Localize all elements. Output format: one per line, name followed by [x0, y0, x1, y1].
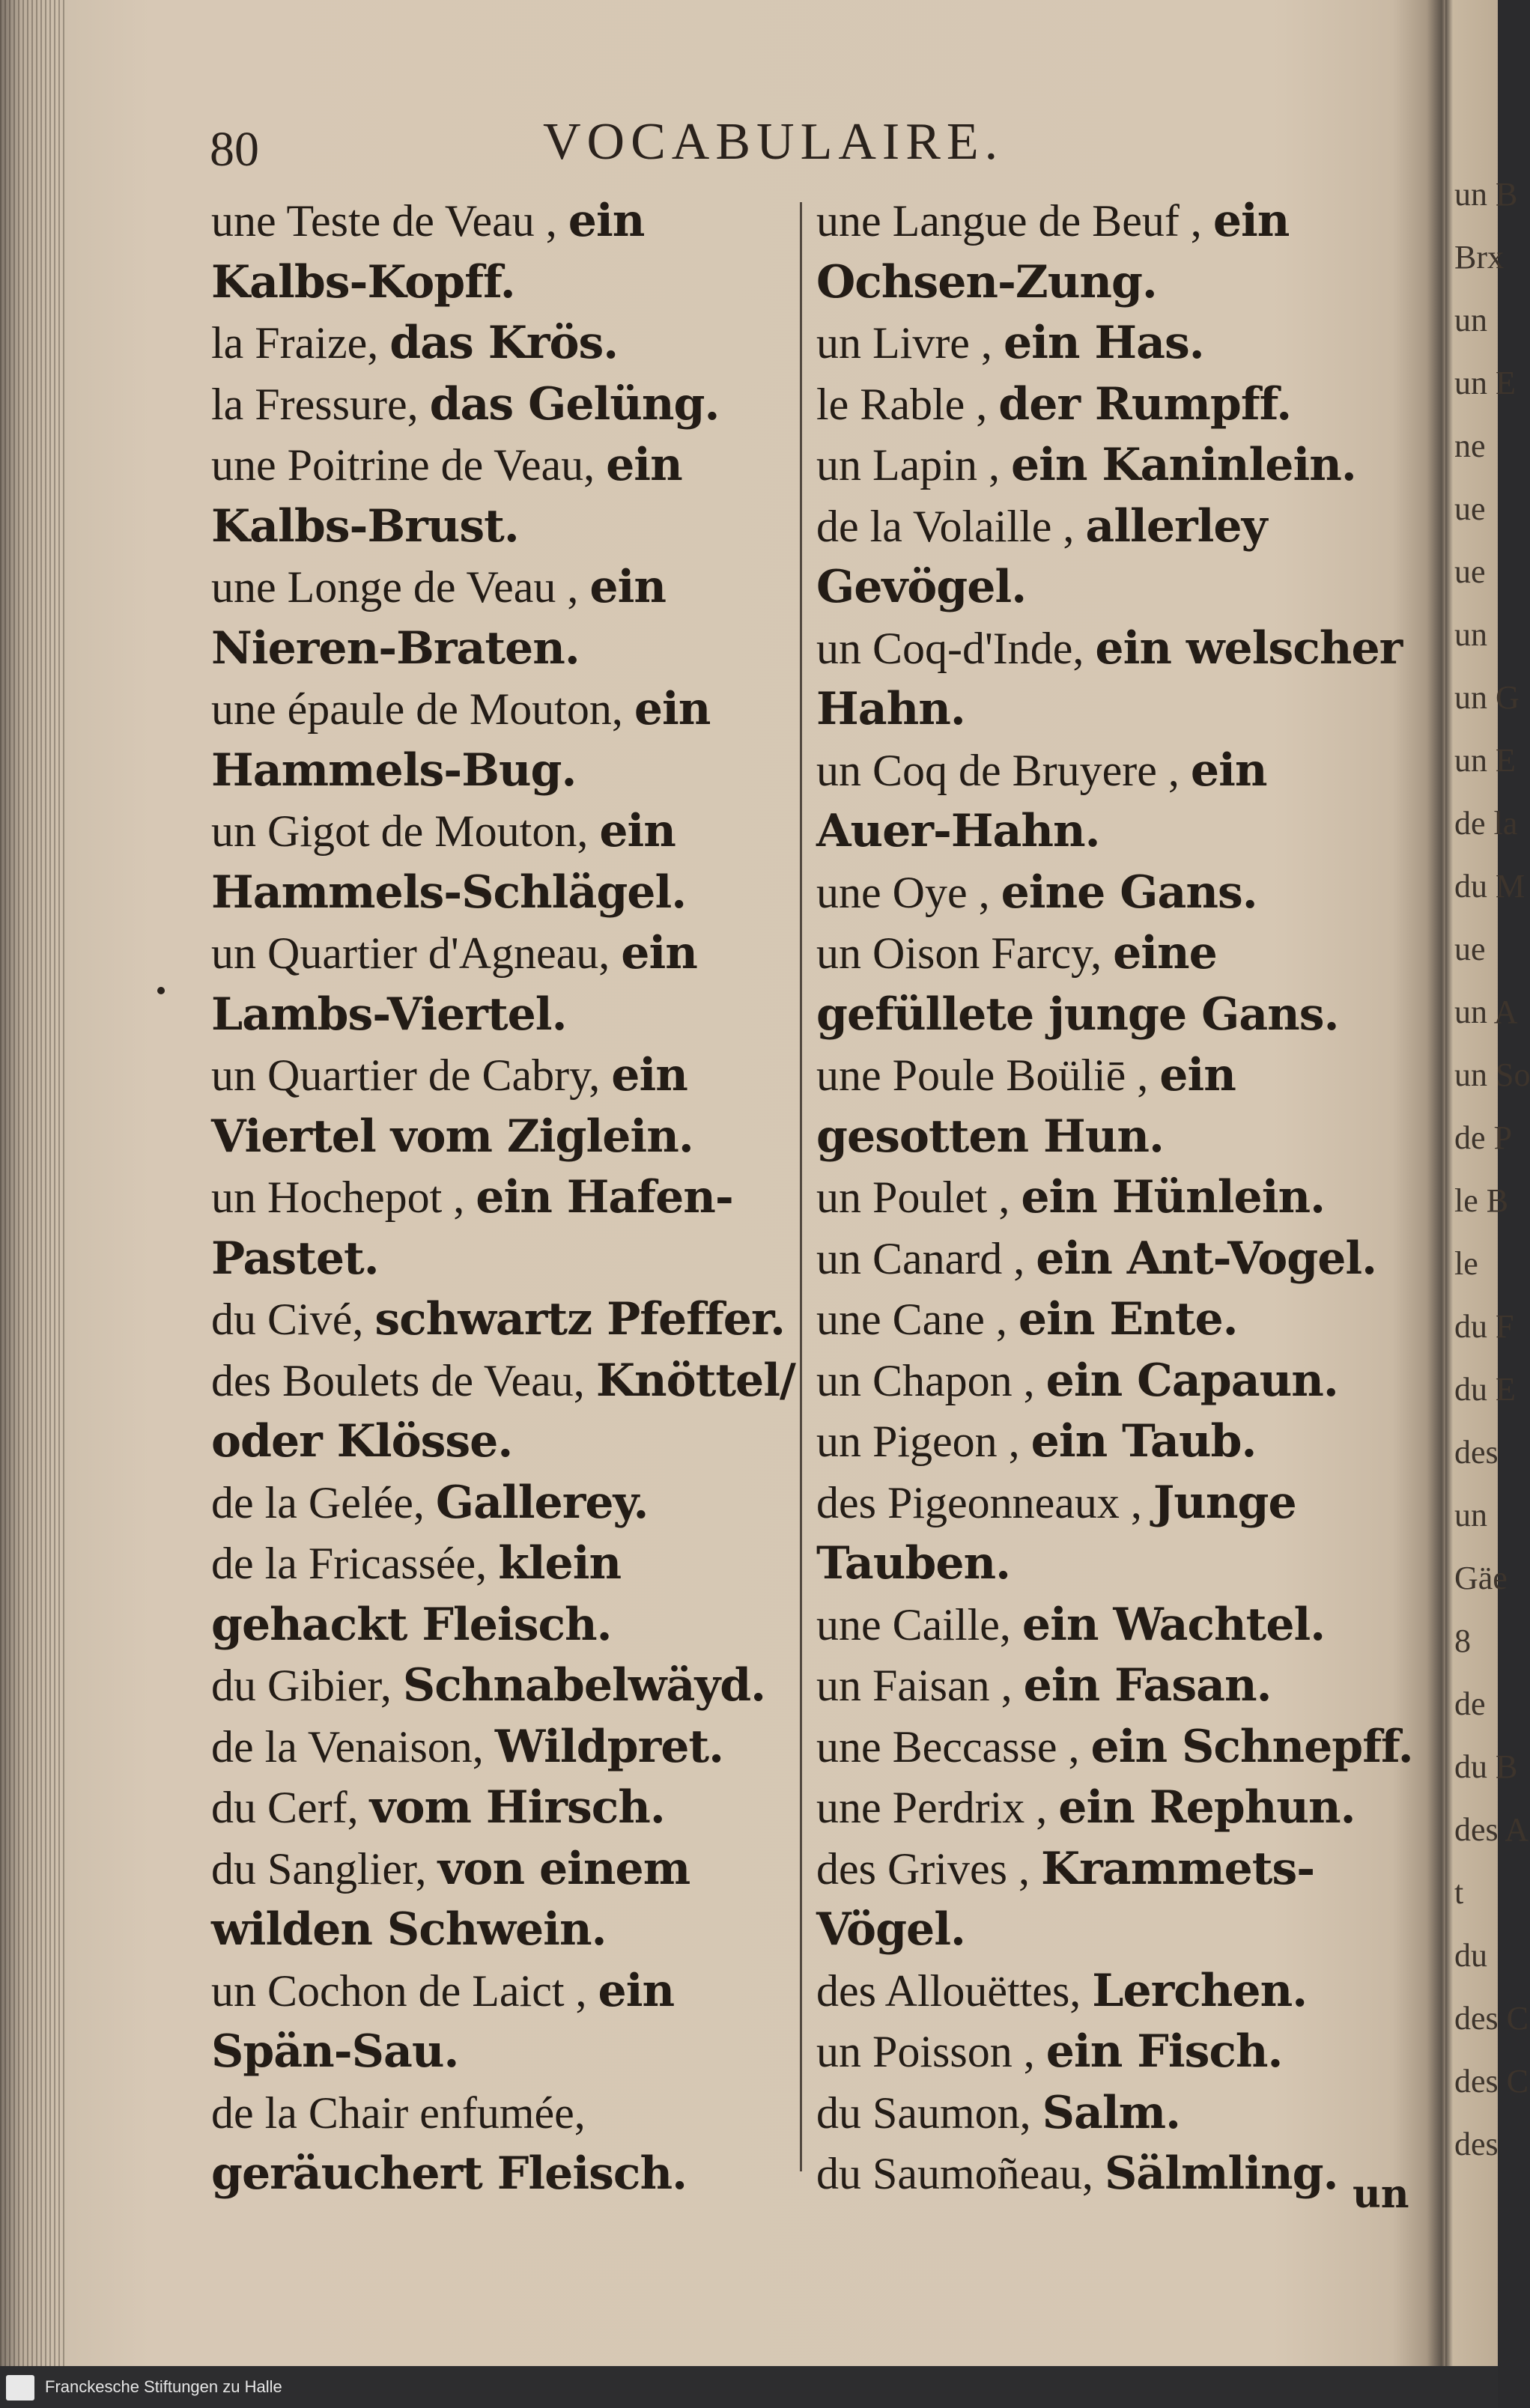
adjacent-page-fragment: un E: [1454, 742, 1516, 779]
institution-name: Franckesche Stiftungen zu Halle: [45, 2377, 282, 2396]
adjacent-page-fragment: de la: [1454, 805, 1518, 842]
vocab-entry: un Faisan , ein Fasan.: [816, 1659, 1272, 1712]
vocab-entry: un Poulet , ein Hünlein.: [816, 1171, 1326, 1223]
vocab-entry: une Poitrine de Veau, ein Kalbs-Brust.: [211, 439, 682, 553]
vocab-entry: un Lapin , ein Kaninlein.: [816, 439, 1356, 491]
vocab-entry: une épaule de Mouton, ein Hammels-Bug.: [211, 683, 711, 797]
vocab-entry: de la Chair enfumée, geräuchert Fleisch.: [211, 2088, 687, 2200]
vocab-entry: un Livre , ein Has.: [816, 317, 1204, 369]
vocab-entry: un Coq de Bruyere , ein Auer-Hahn.: [816, 744, 1267, 857]
adjacent-page-fragment: t: [1454, 1874, 1464, 1911]
book-page-edges: [0, 0, 67, 2366]
vocab-entry: du Saumon, Salm.: [816, 2086, 1181, 2139]
vocab-entry: une Poule Boüliē , ein gesotten Hun.: [816, 1049, 1236, 1163]
vocab-entry: du Sanglier, von einem wilden Schwein.: [211, 1842, 690, 1956]
column-divider: [800, 202, 802, 2171]
vocab-entry: de la Venaison, Wildpret.: [211, 1720, 724, 1773]
vocab-entry: une Oye , eine Gans.: [816, 866, 1257, 919]
left-column: [211, 191, 795, 2205]
vocab-entry: du Civé, schwartz Pfeffer.: [211, 1293, 785, 1346]
adjacent-page-fragment: le B: [1454, 1182, 1509, 1219]
adjacent-page-fragment: un: [1454, 1497, 1487, 1533]
vocab-entry: une Perdrix , ein Rephun.: [816, 1781, 1356, 1834]
vocab-entry: du Saumoñeau, Sälmling.: [816, 2147, 1338, 2200]
adjacent-page-fragment: un: [1454, 302, 1487, 338]
vocab-entry: un Quartier de Cabry, ein Viertel vom Ziglein.: [211, 1049, 693, 1163]
catchword: un: [1353, 2171, 1409, 2217]
vocab-entry: du Gibier, Schnabelwäyd.: [211, 1659, 766, 1712]
adjacent-page-fragment: du B: [1454, 1748, 1518, 1785]
adjacent-page-fragment: un So: [1454, 1056, 1530, 1093]
adjacent-page-fragment: du: [1454, 1937, 1487, 1974]
adjacent-page-fragment: Gäe: [1454, 1560, 1508, 1596]
adjacent-page-strip: [1445, 0, 1530, 2366]
vocab-entry: des Allouëttes, Lerchen.: [816, 1964, 1308, 2017]
adjacent-page-fragment: des C: [1454, 2000, 1529, 2037]
vocab-entry: un Chapon , ein Capaun.: [816, 1354, 1338, 1407]
vocab-entry: un Hochepot , ein Hafen-Pastet.: [211, 1171, 733, 1285]
vocab-entry: le Rable , der Rumpff.: [816, 377, 1292, 431]
vocab-entry: un Oison Farcy, eine gefüllete junge Gans.: [816, 927, 1339, 1041]
adjacent-page-fragment: du E: [1454, 1371, 1516, 1408]
adjacent-page-fragment: du M: [1454, 868, 1526, 904]
adjacent-page-fragment: ue: [1454, 931, 1486, 967]
vocab-entry: du Cerf, vom Hirsch.: [211, 1781, 665, 1834]
adjacent-page-fragment: ne: [1454, 428, 1486, 464]
page-number: 80: [210, 122, 259, 177]
adjacent-page-fragment: des: [1454, 1434, 1499, 1471]
vocab-entry: un Canard , ein Ant-Vogel.: [816, 1232, 1377, 1285]
adjacent-page-fragment: un G: [1454, 679, 1520, 716]
vocab-entry: une Caille, ein Wachtel.: [816, 1598, 1326, 1651]
adjacent-page-fragment: ue: [1454, 553, 1486, 590]
margin-mark: [157, 987, 165, 994]
institution-logo-icon: [6, 2375, 34, 2401]
adjacent-page-fragment: ue: [1454, 490, 1486, 527]
vocab-entry: une Beccasse , ein Schnepff.: [816, 1720, 1413, 1773]
vocab-entry: une Cane , ein Ente.: [816, 1293, 1238, 1346]
right-column: [816, 191, 1415, 2205]
viewer-footer: [0, 2366, 1498, 2408]
adjacent-page-fragment: un: [1454, 616, 1487, 653]
vocab-entry: un Coq-d'Inde, ein welscher Hahn.: [816, 621, 1403, 735]
adjacent-page-fragment: des C: [1454, 2063, 1529, 2100]
adjacent-page-fragment: un A: [1454, 994, 1518, 1030]
vocab-entry: la Fressure, das Gelüng.: [211, 377, 720, 431]
vocab-entry: des Pigeonneaux , Junge Tauben.: [816, 1476, 1296, 1590]
running-title: VOCABULAIRE.: [543, 113, 1004, 171]
vocab-entry: des Boulets de Veau, Knöttel/ oder Klösse.: [211, 1354, 795, 1468]
vocab-entry: une Langue de Beuf , ein Ochsen-Zung.: [816, 195, 1290, 308]
adjacent-page-fragment: 8: [1454, 1623, 1471, 1659]
vocab-entry: un Cochon de Laict , ein Spän-Sau.: [211, 1964, 675, 2078]
vocab-entry: un Gigot de Mouton, ein Hammels-Schlägel.: [211, 805, 687, 919]
vocab-entry: une Longe de Veau , ein Nieren-Braten.: [211, 561, 666, 675]
adjacent-page-fragment: du F: [1454, 1308, 1514, 1345]
adjacent-page-fragment: des A: [1454, 1811, 1529, 1848]
adjacent-page-fragment: de P: [1454, 1119, 1512, 1156]
adjacent-page-fragment: un E: [1454, 365, 1516, 401]
adjacent-page-fragment: Brx: [1454, 239, 1504, 276]
vocab-entry: des Grives , Krammets-Vögel.: [816, 1842, 1315, 1956]
adjacent-page-fragment: de: [1454, 1685, 1486, 1722]
vocab-entry: un Quartier d'Agneau, ein Lambs-Viertel.: [211, 927, 697, 1041]
vocab-entry: une Teste de Veau , ein Kalbs-Kopff.: [211, 195, 645, 308]
vocab-entry: la Fraize, das Krös.: [211, 317, 619, 369]
adjacent-page-fragment: le: [1454, 1245, 1478, 1282]
adjacent-page-fragment: des: [1454, 2126, 1499, 2162]
vocab-entry: de la Fricassée, klein gehackt Fleisch.: [211, 1537, 622, 1651]
adjacent-page-fragment: un B: [1454, 176, 1518, 213]
running-header: [202, 112, 1430, 180]
vocab-entry: un Pigeon , ein Taub.: [816, 1415, 1257, 1468]
vocab-entry: de la Gelée, Gallerey.: [211, 1476, 649, 1529]
vocab-entry: de la Volaille , allerley Gevögel.: [816, 499, 1267, 613]
vocab-entry: un Poisson , ein Fisch.: [816, 2025, 1283, 2078]
